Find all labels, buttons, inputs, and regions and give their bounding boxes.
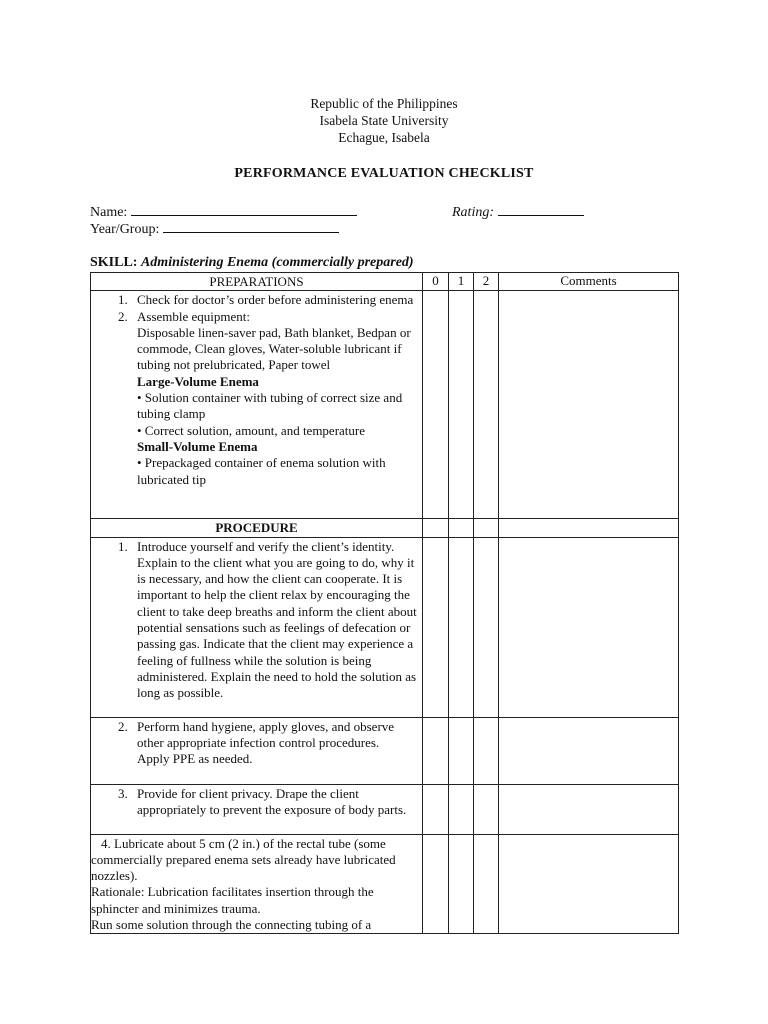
- score-1-cell[interactable]: [449, 784, 474, 834]
- skill-label: SKILL:: [90, 255, 138, 270]
- score-0-cell[interactable]: [423, 784, 449, 834]
- comments-cell[interactable]: [499, 717, 679, 784]
- comments-cell[interactable]: [499, 291, 679, 519]
- score-0-header: 0: [423, 273, 449, 291]
- procedure-step-1-text: Introduce yourself and verify the client’s identity. Explain to the client what you are going to do, why it is necessary, and how the client can cooperate. It is important to help the client relax by encouraging the client to take deep breaths and inform the client about potential sensations such as feelings of defecation or passing gas. Indicate that the client may experience a feeling of fullness while the solution is being administered. Explain the need to hold the solution as long as possible.: [137, 538, 417, 701]
- procedure-step-2-ppe: Apply PPE as needed.: [137, 751, 253, 767]
- prep-item-1-text: Check for doctor’s order before administering enema: [137, 292, 414, 308]
- large-volume-bullet-2: • Correct solution, amount, and temperature: [137, 422, 366, 438]
- score-0-cell[interactable]: [423, 537, 449, 717]
- score-0-cell[interactable]: [423, 834, 449, 934]
- item-number: 2.: [118, 308, 128, 324]
- list-item: [91, 719, 422, 752]
- header-republic: Republic of the Philippines: [310, 96, 458, 111]
- list-item: [91, 292, 422, 308]
- comments-cell[interactable]: [499, 519, 679, 537]
- item-number: 2.: [118, 718, 128, 734]
- score-2-cell[interactable]: [474, 784, 499, 834]
- procedure-step-4-continued: Run some solution through the connecting tubing of a: [91, 917, 372, 933]
- procedure-step-4-rationale: Rationale: Lubrication facilitates insertion through the sphincter and minimizes trauma.: [91, 884, 374, 916]
- procedure-header-row: [91, 519, 679, 537]
- year-group-field: [90, 219, 339, 238]
- large-volume-heading: Large-Volume Enema: [137, 373, 259, 389]
- header-location: Echague, Isabela: [338, 130, 430, 145]
- score-0-cell[interactable]: [423, 291, 449, 519]
- item-number: 1.: [118, 292, 128, 308]
- table-row: [91, 291, 679, 519]
- table-header-row: [91, 273, 679, 291]
- score-0-cell[interactable]: [423, 519, 449, 537]
- table-row: [91, 784, 679, 834]
- preparations-header: PREPARATIONS: [91, 273, 423, 291]
- procedure-step-3-text: Provide for client privacy. Drape the client appropriately to prevent the exposure of body parts.: [137, 785, 407, 817]
- procedure-step-3-cell: [91, 784, 423, 834]
- score-2-cell[interactable]: [474, 717, 499, 784]
- small-volume-bullet-1: • Prepackaged container of enema solution with lubricated tip: [137, 455, 386, 487]
- comments-header: Comments: [499, 273, 679, 291]
- year-group-label: Year/Group:: [90, 222, 160, 237]
- score-2-cell[interactable]: [474, 834, 499, 934]
- procedure-step-2-cell: [91, 717, 423, 784]
- list-item: [91, 309, 422, 325]
- equipment-list: Disposable linen-saver pad, Bath blanket, Bedpan or commode, Clean gloves, Water-soluble lubricant if tubing not prelubricated, Paper towel: [137, 324, 411, 373]
- name-blank[interactable]: [131, 202, 357, 216]
- table-row: [91, 834, 679, 934]
- comments-cell[interactable]: [499, 784, 679, 834]
- preparations-cell: [91, 291, 423, 519]
- procedure-step-1-cell: [91, 537, 423, 717]
- procedure-step-4-text: 4. Lubricate about 5 cm (2 in.) of the rectal tube (some commercially prepared enema sets already have lubricated nozzles).: [91, 835, 396, 884]
- score-1-cell[interactable]: [449, 834, 474, 934]
- rating-label: Rating:: [452, 205, 494, 220]
- item-number: 3.: [118, 785, 128, 801]
- comments-cell[interactable]: [499, 537, 679, 717]
- name-label: Name:: [90, 205, 128, 220]
- header-university: Isabela State University: [319, 113, 449, 128]
- score-1-cell[interactable]: [449, 291, 474, 519]
- score-1-cell[interactable]: [449, 519, 474, 537]
- score-2-header: 2: [474, 273, 499, 291]
- small-volume-heading: Small-Volume Enema: [137, 438, 258, 454]
- procedure-step-4-cell: [91, 834, 423, 934]
- item-number: 1.: [118, 538, 128, 554]
- page-title: PERFORMANCE EVALUATION CHECKLIST: [234, 166, 534, 181]
- score-2-cell[interactable]: [474, 537, 499, 717]
- rating-blank[interactable]: [498, 202, 584, 216]
- year-group-blank[interactable]: [163, 219, 339, 233]
- table-row: [91, 717, 679, 784]
- prep-item-2-text: Assemble equipment:: [137, 308, 251, 324]
- score-1-cell[interactable]: [449, 537, 474, 717]
- large-volume-bullet-1: • Solution container with tubing of correct size and tubing clamp: [137, 390, 403, 422]
- procedure-header: PROCEDURE: [91, 519, 423, 537]
- skill-name: Administering Enema (commercially prepared): [140, 255, 414, 270]
- rating-field: [452, 202, 584, 221]
- score-0-cell[interactable]: [423, 717, 449, 784]
- score-2-cell[interactable]: [474, 291, 499, 519]
- list-item: [91, 539, 422, 702]
- score-2-cell[interactable]: [474, 519, 499, 537]
- procedure-step-2-text: Perform hand hygiene, apply gloves, and observe other appropriate infection control procedures.: [137, 718, 395, 750]
- comments-cell[interactable]: [499, 834, 679, 934]
- score-1-cell[interactable]: [449, 717, 474, 784]
- table-row: [91, 537, 679, 717]
- score-1-header: 1: [449, 273, 474, 291]
- skill-line: [90, 255, 414, 271]
- list-item: [91, 786, 422, 819]
- evaluation-checklist-table: [90, 272, 679, 934]
